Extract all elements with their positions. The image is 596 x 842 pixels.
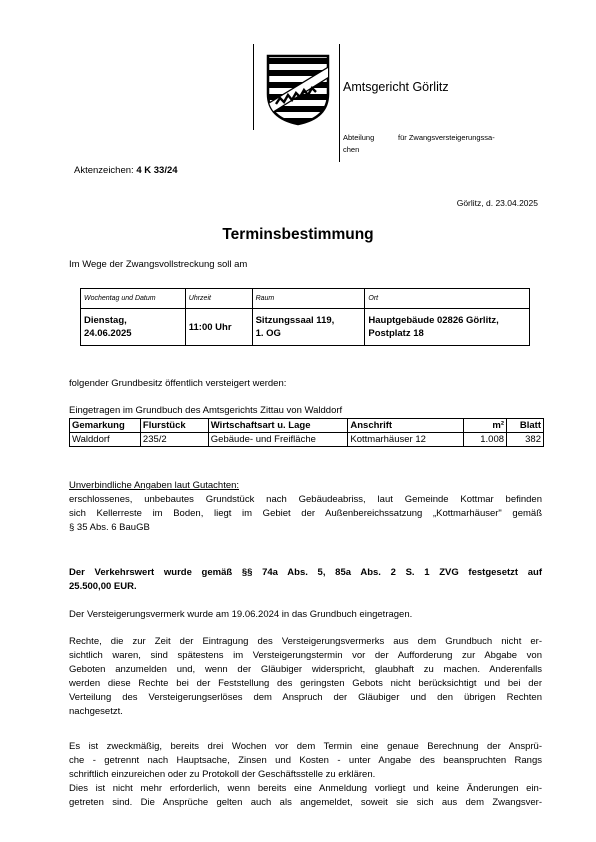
table-row <box>70 433 544 447</box>
appraisal-section <box>69 479 542 535</box>
parcel-wirtschaftsart: Gebäude- und Freifläche <box>208 433 348 447</box>
rights-line: Verteilung des Versteigerungserlöses dem Anspruch der Gläubiger und den übrigen Rechten <box>69 692 542 703</box>
land-register-text: Eingetragen im Grundbuch des Amtsgerichts Zittau von Walddorf <box>69 405 343 416</box>
department-value-line1: für Zwangsversteigerungssa- <box>398 133 495 142</box>
appointment-place-cell <box>365 309 530 346</box>
claims-line: Dies ist nicht mehr erforderlich, wenn bereits eine Anmeldung vorliegt und keine Änderungen ein- <box>69 783 542 794</box>
intro-text: Im Wege der Zwangsvollstreckung soll am <box>69 259 248 270</box>
claims-line: schriftlich einzureichen oder zu Protokoll der Geschäftsstelle zu erklären. <box>69 769 376 780</box>
parcel-header-anschrift: Anschrift <box>348 419 464 433</box>
appointment-room-line1: Sitzungssaal 119, <box>255 315 335 326</box>
parcel-header-area: m² <box>464 419 507 433</box>
letterhead-rule-left <box>253 44 254 130</box>
appointment-table <box>80 288 530 346</box>
parcel-flurstueck: 235/2 <box>140 433 208 447</box>
rights-line: sichtlich waren, sind spätestens im Versteigerungstermin vor der Aufforderung zur Abgabe von <box>69 650 542 661</box>
department-label: Abteilung <box>343 133 375 142</box>
file-number-label: Aktenzeichen: <box>74 165 134 176</box>
parcel-area: 1.008 <box>464 433 507 447</box>
appointment-header-place: Ort <box>365 289 530 309</box>
registration-note <box>69 608 542 622</box>
parcel-gemarkung: Walddorf <box>70 433 141 447</box>
appointment-header-row <box>81 289 530 309</box>
rights-line: werden diese Rechte bei der Feststellung des geringsten Gebots nicht berücksichtigt und bei der <box>69 678 542 689</box>
parcel-blatt: 382 <box>507 433 544 447</box>
appointment-header-room: Raum <box>252 289 365 309</box>
file-number-value: 4 K 33/24 <box>136 165 178 176</box>
appraisal-line3: § 35 Abs. 6 BauGB <box>69 522 150 533</box>
claims-line: Es ist zweckmäßig, bereits drei Wochen vor dem Termin eine genaue Berechnung der Ansprü- <box>69 741 542 752</box>
saxony-coat-of-arms-icon <box>262 48 334 126</box>
claims-paragraph <box>69 740 542 810</box>
appraisal-line2: sich Kellerreste im Boden, liegt im Gebiet der Außenbereichssatzung „Kottmarhäuser" gemäß <box>69 508 542 519</box>
place-date: Görlitz, d. 23.04.2025 <box>456 198 538 208</box>
file-number <box>74 165 178 176</box>
appointment-date: 24.06.2025 <box>84 328 132 339</box>
appointment-value-row <box>81 309 530 346</box>
department-value-line2: chen <box>343 145 360 154</box>
appointment-day: Dienstag, <box>84 315 127 326</box>
appointment-date-cell <box>81 309 186 346</box>
letterhead-rule-right <box>339 44 340 162</box>
market-value-section <box>69 566 542 594</box>
appointment-header-date: Wochentag und Datum <box>81 289 186 309</box>
auction-sentence: folgender Grundbesitz öffentlich versteigert werden: <box>69 378 287 389</box>
rights-paragraph <box>69 635 542 719</box>
rights-line: Geboten anzumelden und, wenn der Gläubiger widerspricht, glaubhaft zu machen. Anderenfalls <box>69 664 542 675</box>
registration-note-text: Der Versteigerungsvermerk wurde am 19.06.2024 in das Grundbuch eingetragen. <box>69 609 413 620</box>
parcel-header-row <box>70 419 544 433</box>
parcel-header-blatt: Blatt <box>507 419 544 433</box>
appointment-room-line2: 1. OG <box>255 328 281 339</box>
appraisal-line1: erschlossenes, unbebautes Grundstück nach Gebäudeabriss, laut Gemeinde Kottmar befinden <box>69 494 542 505</box>
market-value-line1: Der Verkehrswert wurde gemäß §§ 74a Abs. 5, 85a Abs. 2 S. 1 ZVG festgesetzt auf <box>69 567 542 578</box>
claims-line: che - getrennt nach Hauptsache, Zinsen und Kosten - unter Angabe des beanspruchten Rangs <box>69 755 542 766</box>
claims-line: getreten sind. Die Ansprüche gelten auch als angemeldet, soweit sie sich aus dem Zwangsver- <box>69 797 542 808</box>
appointment-room-cell <box>252 309 365 346</box>
parcel-header-flurstueck: Flurstück <box>140 419 208 433</box>
appointment-header-time: Uhrzeit <box>185 289 252 309</box>
page-title: Terminsbestimmung <box>222 226 374 243</box>
rights-line: Rechte, die zur Zeit der Eintragung des Versteigerungsvermerks aus dem Grundbuch nicht er- <box>69 636 542 647</box>
appointment-place-line1: Hauptgebäude 02826 Görlitz, <box>368 315 499 326</box>
parcel-header-wirtschaftsart: Wirtschaftsart u. Lage <box>208 419 348 433</box>
appointment-time: 11:00 Uhr <box>185 309 252 346</box>
rights-line: nachgesetzt. <box>69 706 123 717</box>
court-name: Amtsgericht Görlitz <box>343 80 449 94</box>
parcel-table <box>69 418 544 447</box>
appointment-place-line2: Postplatz 18 <box>368 328 424 339</box>
appraisal-heading: Unverbindliche Angaben laut Gutachten: <box>69 480 240 491</box>
market-value-line2: 25.500,00 EUR. <box>69 581 137 592</box>
parcel-header-gemarkung: Gemarkung <box>70 419 141 433</box>
parcel-anschrift: Kottmarhäuser 12 <box>348 433 464 447</box>
